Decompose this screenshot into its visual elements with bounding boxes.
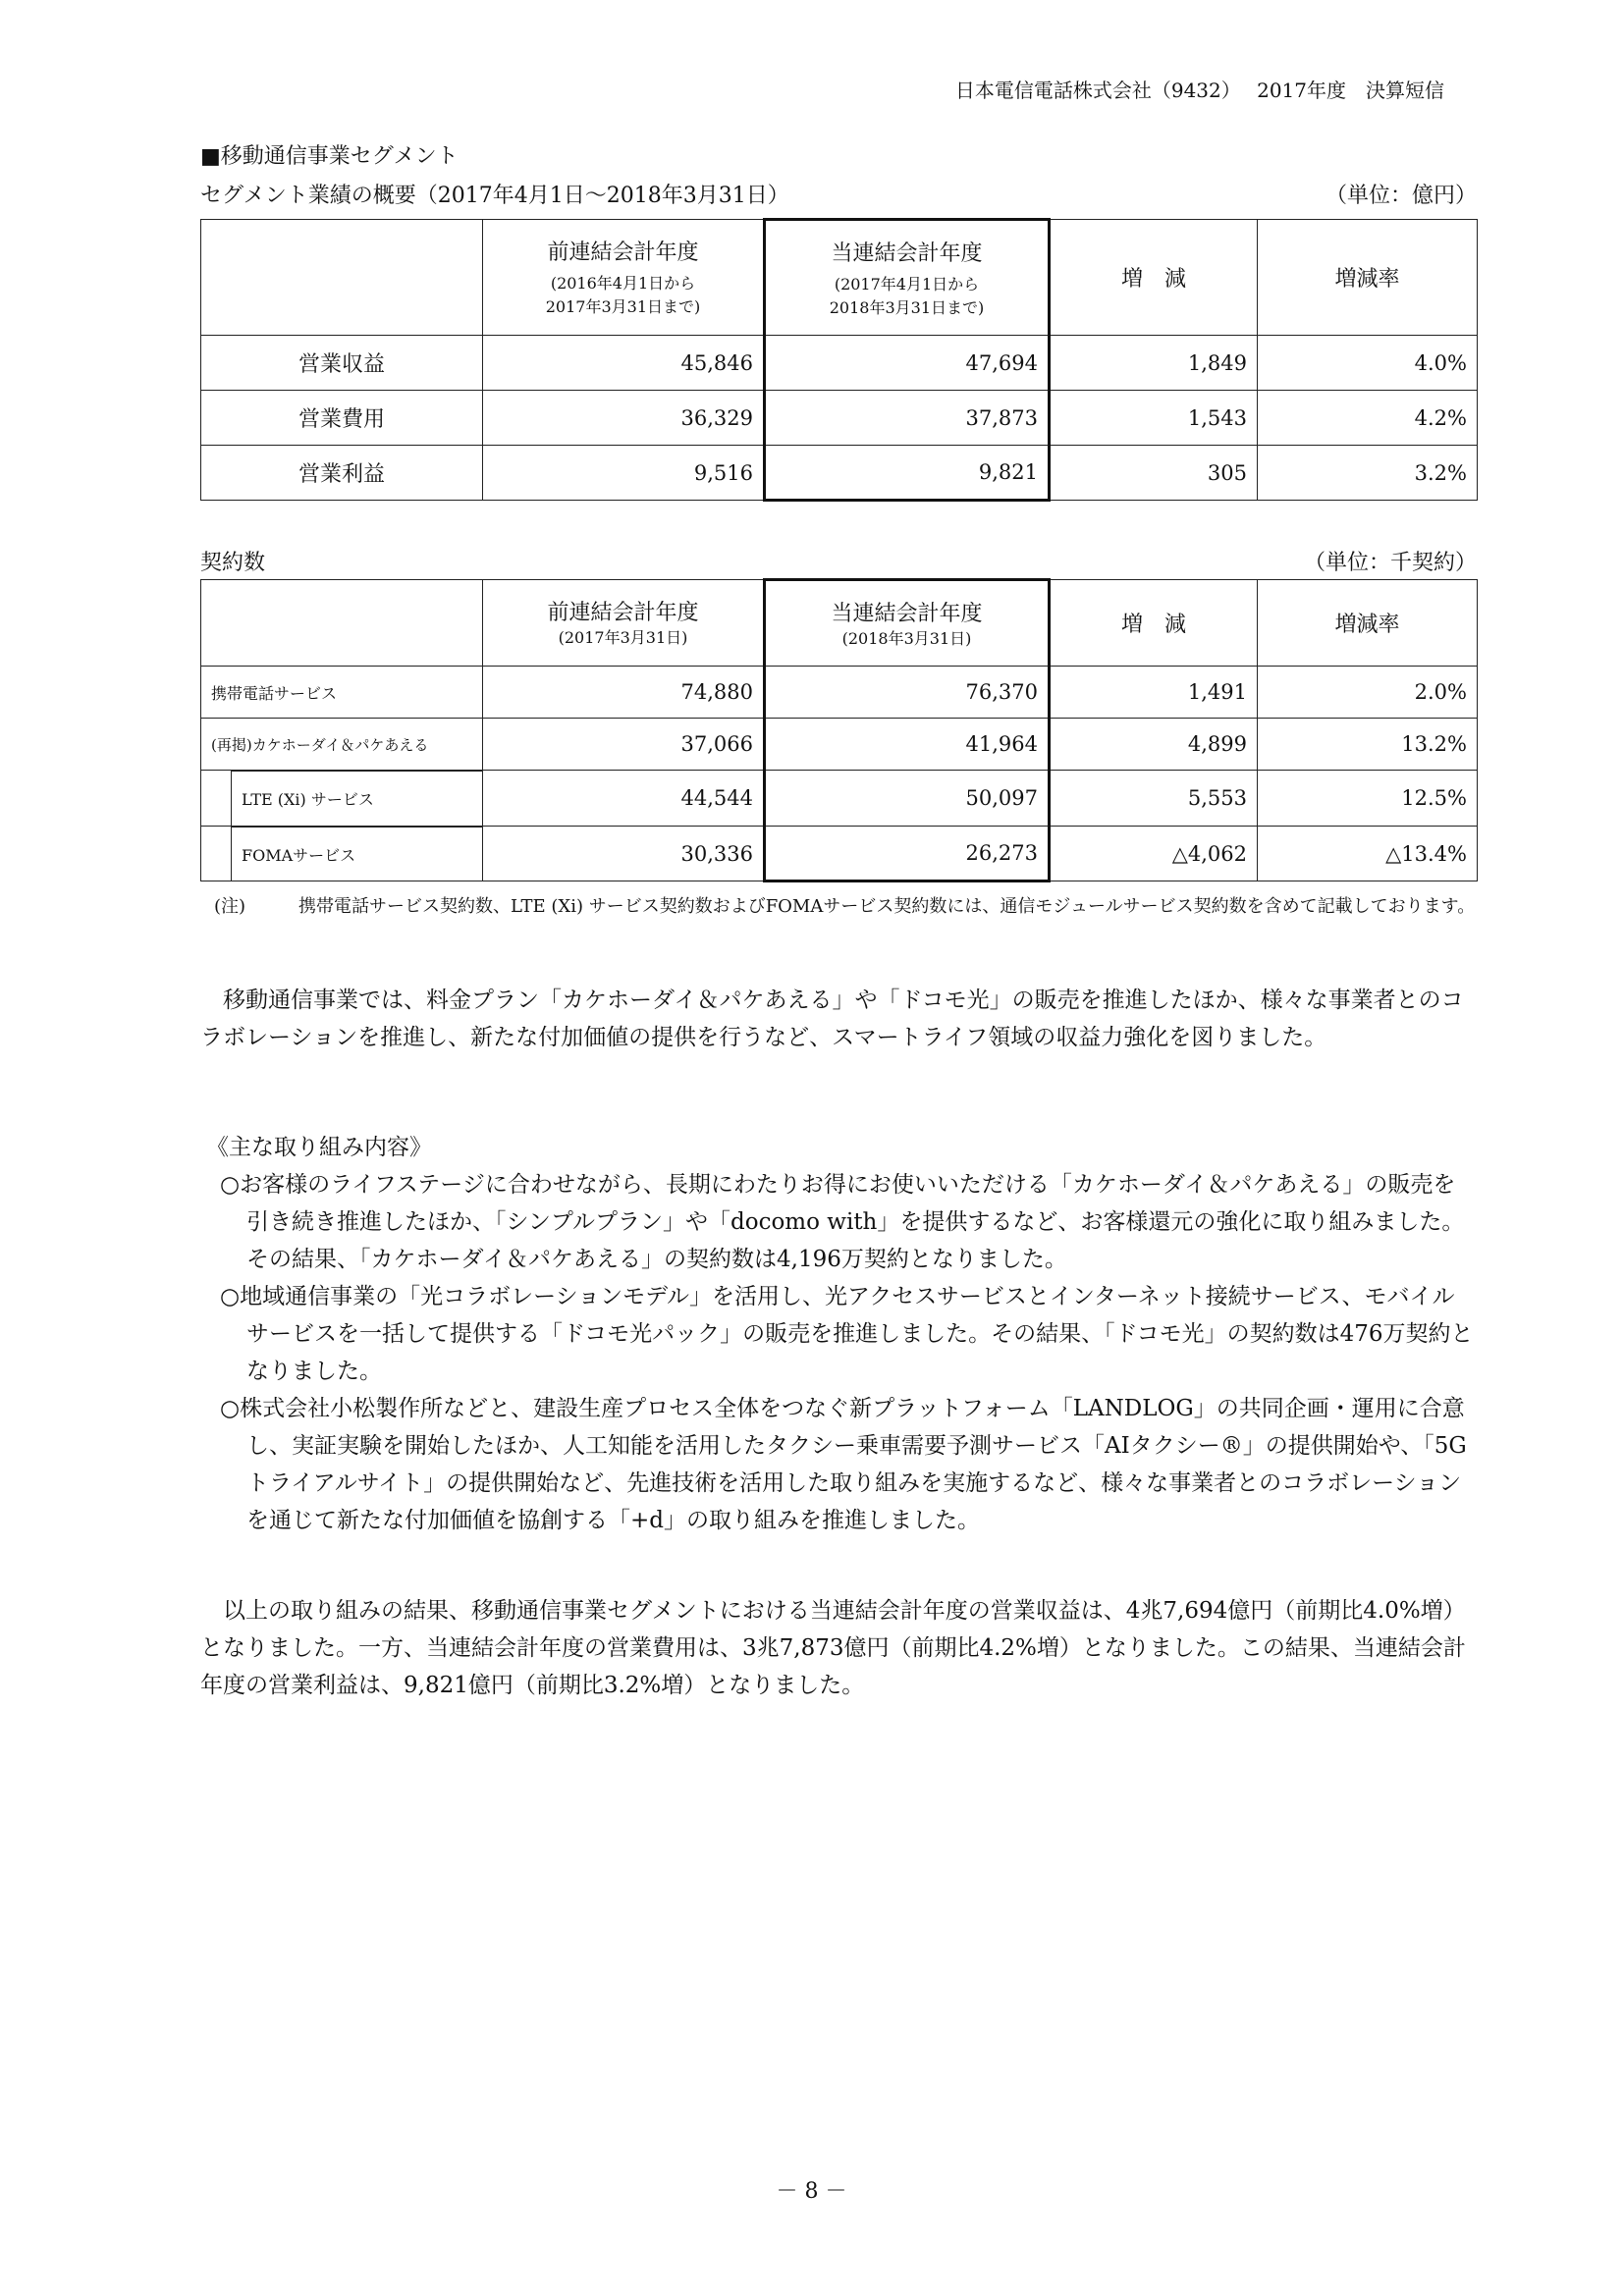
prev-year-label: 前連結会計年度 [547, 601, 699, 625]
rate-value: 4.0% [1258, 336, 1478, 391]
row-label: 営業収益 [201, 336, 483, 391]
table1-unit: （単位：億円） [1325, 184, 1477, 208]
change-value: 1,491 [1050, 667, 1258, 719]
cur-year-period-start: (2017年4月1日から [834, 274, 980, 294]
row-label-cell [201, 771, 483, 827]
table-row [201, 667, 1478, 719]
rate-label: 増減率 [1334, 267, 1400, 292]
prev-value: 45,846 [483, 336, 765, 391]
cur-value: 9,821 [765, 446, 1050, 501]
table1-caption-row [200, 179, 1477, 209]
prev-value: 44,544 [483, 771, 765, 827]
table2-caption: 契約数 [200, 551, 266, 575]
table-header-row [201, 580, 1478, 667]
cur-year-label: 当連結会計年度 [831, 240, 983, 266]
table-note [214, 893, 1481, 921]
section-title: ■移動通信事業セグメント [200, 144, 459, 169]
cur-value: 76,370 [765, 667, 1050, 719]
table-row [201, 446, 1478, 501]
rate-value: 12.5% [1258, 771, 1478, 827]
cur-year-period-end: 2018年3月31日まで) [829, 297, 985, 317]
rate-label: 増減率 [1334, 613, 1400, 637]
row-label: 営業費用 [201, 391, 483, 446]
table-row [201, 771, 1478, 827]
change-label: 増 減 [1120, 613, 1186, 637]
results-paragraph: 以上の取り組みの結果、移動通信事業セグメントにおける当連結会計年度の営業収益は、4兆7,694億円（前期比4.0%増）となりました。一方、当連結会計年度の営業費用は、3兆7,873億円（前期比4.2%増）となりました。この結果、当連結会計年度の営業利益は、9,821億円（前期比3.2%増）となりました。 [200, 1598, 1466, 1698]
header-rate [1258, 580, 1478, 667]
table-row [201, 719, 1478, 771]
list-item: ○地域通信事業の「光コラボレーションモデル」を活用し、光アクセスサービスとインターネット接続サービス、モバイルサービスを一括して提供する「ドコモ光パック」の販売を推進しました。その結果、「ドコモ光」の契約数は476万契約となりました。 [220, 1284, 1474, 1384]
table-header-row [201, 220, 1478, 336]
change-value: 305 [1050, 446, 1258, 501]
cur-value: 26,273 [765, 827, 1050, 881]
prev-year-period-start: (2016年4月1日から [550, 274, 696, 293]
change-label: 増 減 [1120, 267, 1186, 292]
change-value: 4,899 [1050, 719, 1258, 771]
prev-year-date: (2017年3月31日) [558, 628, 688, 647]
header-empty-cell [201, 580, 483, 667]
header-cur-year [765, 220, 1050, 336]
rate-value: △13.4% [1258, 827, 1478, 881]
prev-value: 36,329 [483, 391, 765, 446]
table1-caption: セグメント業績の概要（2017年4月1日～2018年3月31日） [200, 184, 789, 208]
header-cur-year [765, 580, 1050, 667]
cur-year-date: (2018年3月31日) [841, 628, 972, 648]
cur-value: 41,964 [765, 719, 1050, 771]
row-label: LTE (Xi) サービス [231, 771, 482, 826]
row-label: FOMAサービス [231, 827, 482, 881]
table2-caption-row [200, 546, 1477, 576]
prev-value: 30,336 [483, 827, 765, 881]
list-item: ○お客様のライフステージに合わせながら、長期にわたりお得にお使いいただける「カケホーダイ＆パケあえる」の販売を引き続き推進したほか、「シンプルプラン」や「docomo with」を提供するなど、お客様還元の強化に取り組みました。その結果、「カケホーダイ＆パケあえる」の契約数は4,196万契約となりました。 [220, 1172, 1465, 1272]
table-row [201, 827, 1478, 881]
cur-value: 47,694 [765, 336, 1050, 391]
table-row [201, 336, 1478, 391]
cur-year-label: 当連結会計年度 [831, 601, 983, 626]
prev-year-period-end: 2017年3月31日まで) [545, 297, 701, 316]
note-text: 携帯電話サービス契約数、LTE (Xi) サービス契約数およびFOMAサービス契約数には、通信モジュールサービス契約数を含めて記載しております。 [298, 896, 1476, 917]
page-number: － 8 － [776, 2179, 847, 2204]
prev-value: 74,880 [483, 667, 765, 719]
rate-value: 2.0% [1258, 667, 1478, 719]
prev-value: 37,066 [483, 719, 765, 771]
prev-year-label: 前連結会計年度 [547, 240, 699, 265]
list-item: ○株式会社小松製作所などと、建設生産プロセス全体をつなぐ新プラットフォーム「LANDLOG」の共同企画・運用に合意し、実証実験を開始したほか、人工知能を活用したタクシー乗車需要予測サービス「AIタクシー®」の提供開始や、「5Gトライアルサイト」の提供開始など、先進技術を活用した取り組みを実施するなど、様々な事業者とのコラボレーションを通じて新たな付加価値を協創する「+d」の取り組みを推進しました。 [220, 1396, 1467, 1533]
change-value: 1,543 [1050, 391, 1258, 446]
change-value: 5,553 [1050, 771, 1258, 827]
change-value: 1,849 [1050, 336, 1258, 391]
table-row [201, 391, 1478, 446]
rate-value: 3.2% [1258, 446, 1478, 501]
initiatives-list [220, 1166, 1477, 1539]
initiatives-title: 《主な取り組み内容》 [206, 1135, 432, 1160]
cur-value: 37,873 [765, 391, 1050, 446]
header-prev-year [483, 580, 765, 667]
subscriptions-table [200, 578, 1478, 882]
rate-value: 4.2% [1258, 391, 1478, 446]
change-value: △4,062 [1050, 827, 1258, 881]
table2-unit: （単位：千契約） [1303, 551, 1477, 575]
page-header: 日本電信電話株式会社（9432） 2017年度 決算短信 [954, 79, 1444, 102]
rate-value: 13.2% [1258, 719, 1478, 771]
prev-value: 9,516 [483, 446, 765, 501]
segment-results-table [200, 218, 1478, 502]
header-change [1050, 220, 1258, 336]
header-change [1050, 580, 1258, 667]
row-label: 携帯電話サービス [201, 667, 483, 719]
note-tag: (注) [214, 896, 246, 917]
summary-paragraph: 移動通信事業では、料金プラン「カケホーダイ＆パケあえる」や「ドコモ光」の販売を推進したほか、様々な事業者とのコラボレーションを推進し、新たな付加価値の提供を行うなど、スマートライフ領域の収益力強化を図りました。 [200, 988, 1464, 1050]
cur-value: 50,097 [765, 771, 1050, 827]
row-label: 営業利益 [201, 446, 483, 501]
header-empty-cell [201, 220, 483, 336]
header-rate [1258, 220, 1478, 336]
row-label-cell [201, 827, 483, 881]
row-label: (再掲)カケホーダイ＆パケあえる [201, 719, 483, 771]
header-prev-year [483, 220, 765, 336]
